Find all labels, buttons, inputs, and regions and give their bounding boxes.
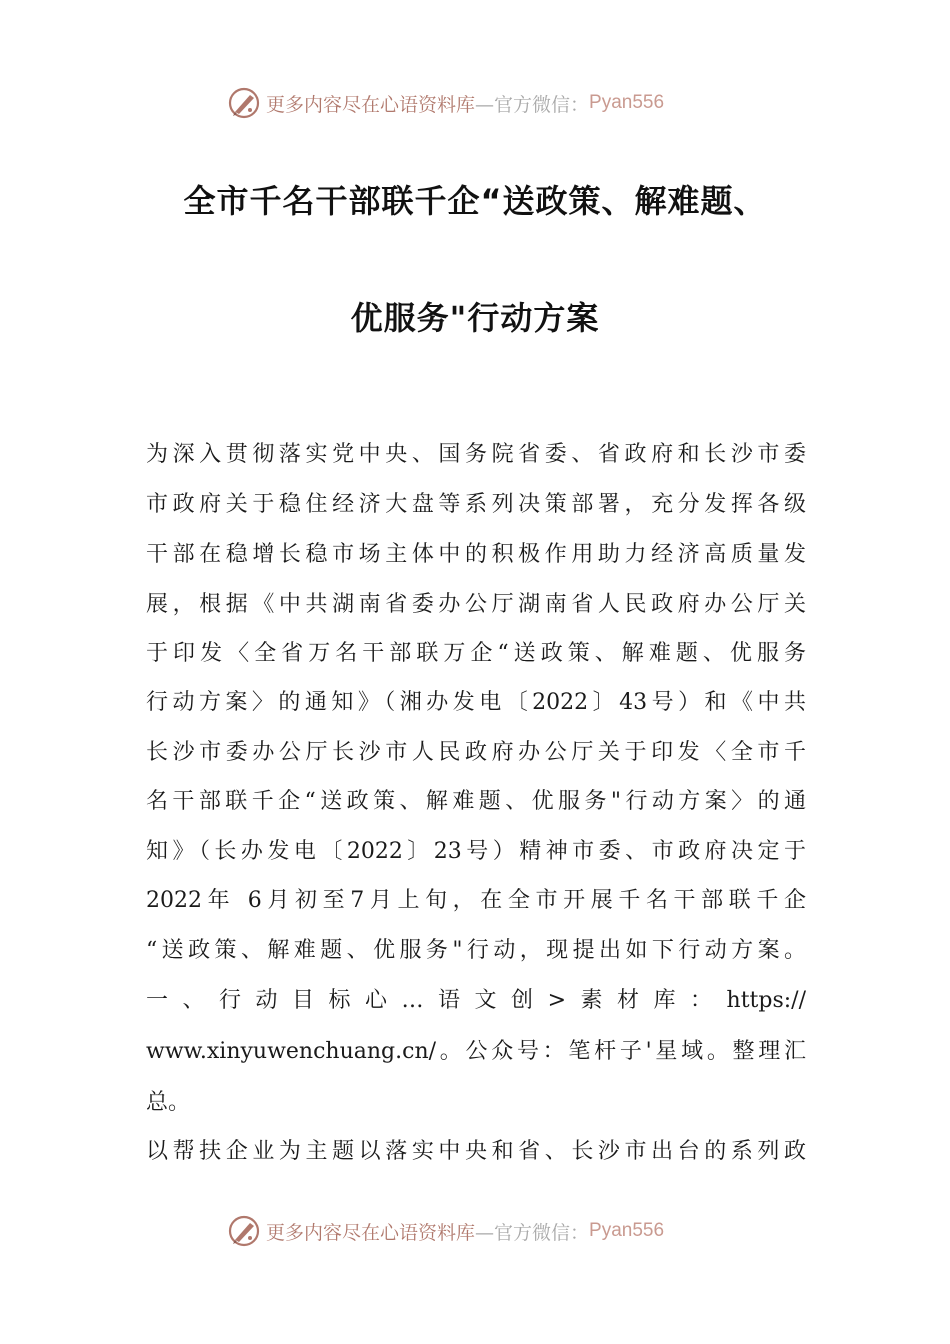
body-line: 知》（长办发电〔2022〕23号）精神市委、市政府决定于 xyxy=(146,839,806,864)
banner-promo-text: 更多内容尽在心语资料库 xyxy=(266,1221,476,1244)
body-line: 于印发〈全省万名干部联万企“送政策、解难题、优服务 xyxy=(146,641,806,666)
banner-wechat-id: Pyan556 xyxy=(589,92,665,113)
body-line: 展，根据《中共湖南省委办公厅湖南省人民政府办公厅关 xyxy=(146,592,806,617)
body-line: 行动方案〉的通知》（湘办发电〔2022〕43号）和《中共 xyxy=(146,690,806,715)
body-line: 名干部联千企“送政策、解难题、优服务"行动方案〉的通 xyxy=(146,789,806,814)
banner-official-label: —官方微信： xyxy=(475,1221,590,1244)
body-line: 长沙市委办公厅长沙市人民政府办公厅关于印发〈全市千 xyxy=(146,740,806,765)
document-title-line-2: 优服务"行动方案 xyxy=(350,299,600,337)
body-line: 干部在稳增长稳市场主体中的积极作用助力经济高质量发 xyxy=(146,542,806,567)
body-line: 以帮扶企业为主题以落实中央和省、长沙市出台的系列政 xyxy=(146,1139,806,1164)
body-line: 2022年 6月初至7月上旬，在全市开展千名干部联千企 xyxy=(146,888,806,913)
body-line: 总。 xyxy=(146,1090,191,1115)
body-line: “送政策、解难题、优服务"行动，现提出如下行动方案。 xyxy=(146,938,806,963)
body-line: www.xinyuwenchuang.cn/。公众号：笔杆子'星域。整理汇 xyxy=(146,1039,806,1064)
banner-wechat-id: Pyan556 xyxy=(589,1220,665,1241)
body-line: 市政府关于稳住经济大盘等系列决策部署，充分发挥各级 xyxy=(146,492,806,517)
pen-nib-logo-icon xyxy=(226,1213,262,1249)
banner-promo-text: 更多内容尽在心语资料库 xyxy=(266,93,476,116)
footer-watermark-banner xyxy=(226,1211,746,1251)
body-line: 为深入贯彻落实党中央、国务院省委、省政府和长沙市委 xyxy=(146,442,806,467)
document-title-line-1: 全市千名干部联千企“送政策、解难题、 xyxy=(183,182,767,220)
body-line: 一、行动目标心…语文创>素材库：https:// xyxy=(146,988,806,1013)
banner-official-label: —官方微信： xyxy=(475,93,590,116)
pen-nib-logo-icon xyxy=(226,85,262,121)
header-watermark-banner xyxy=(226,83,746,123)
